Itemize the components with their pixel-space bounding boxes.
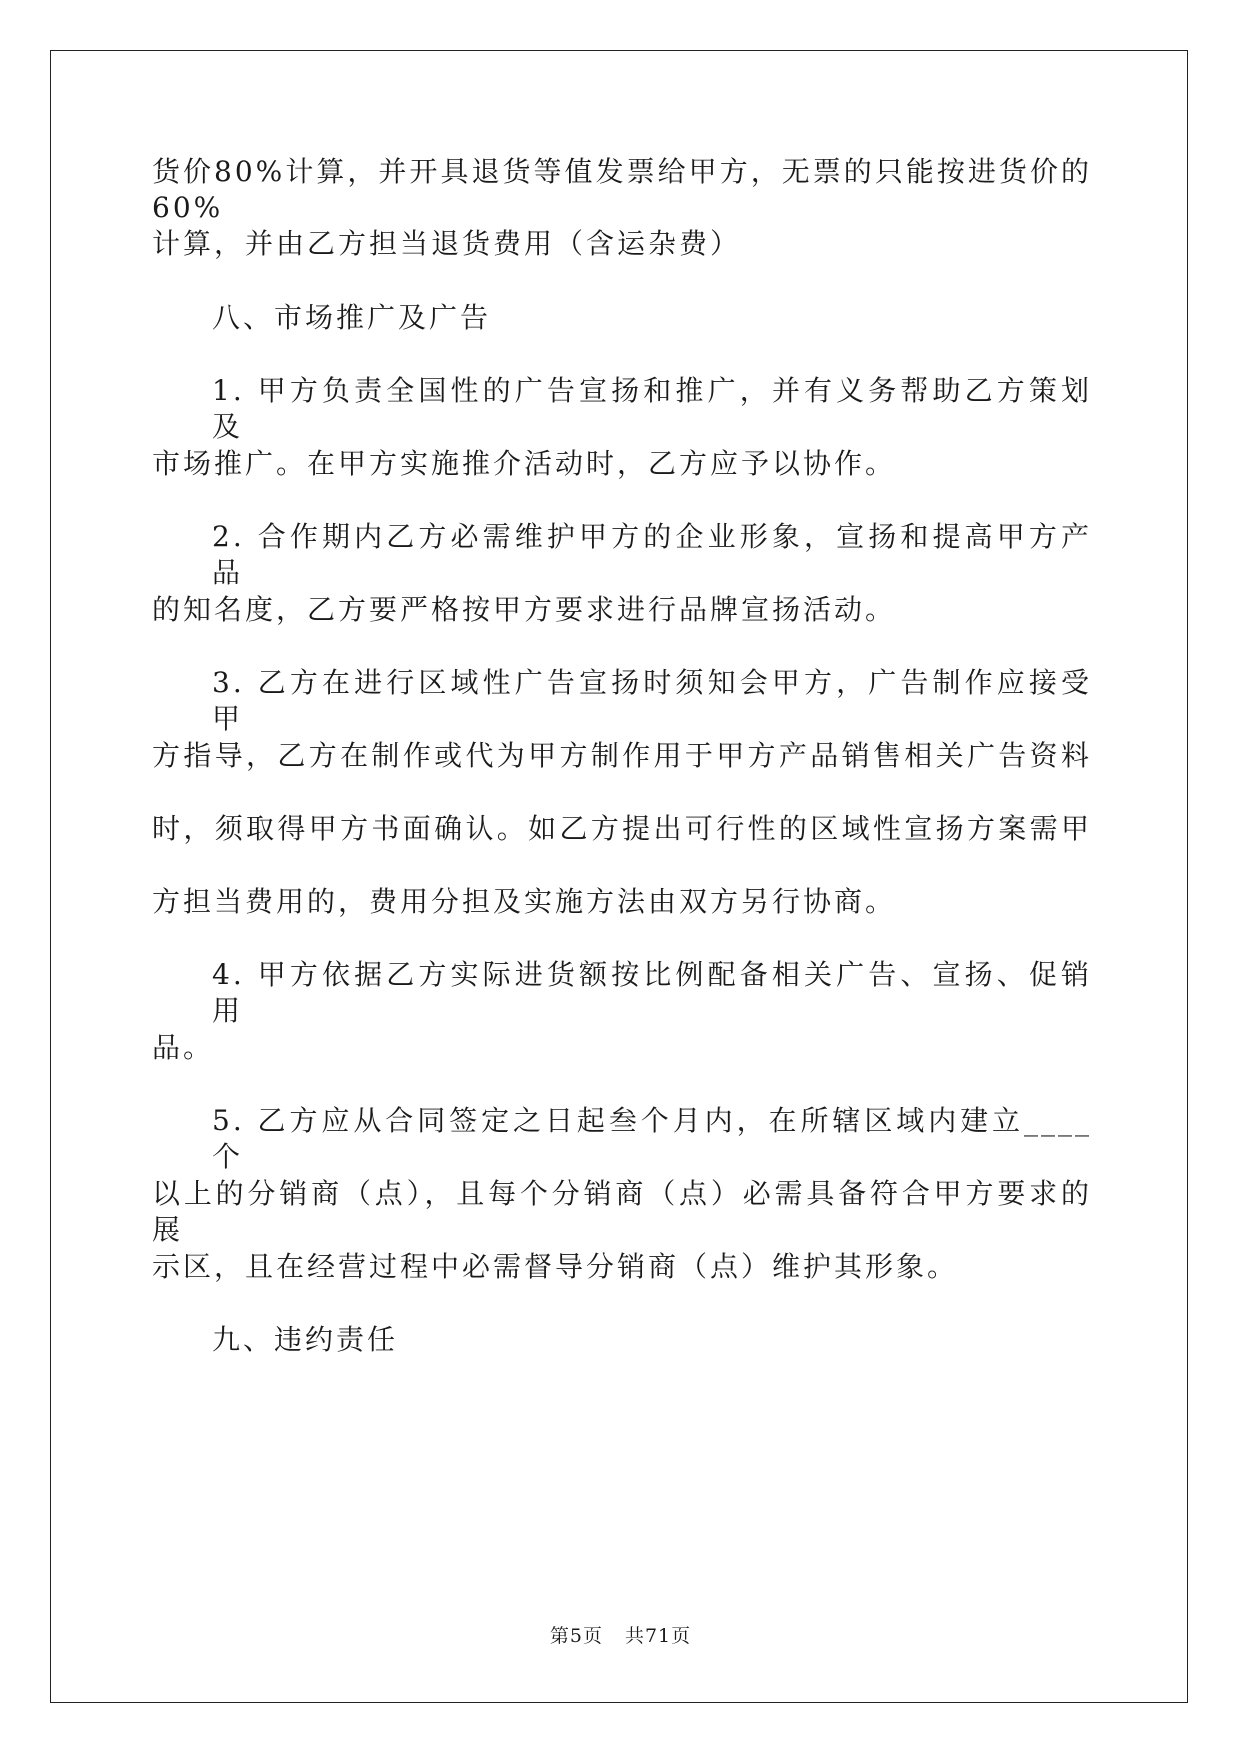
paragraph-line: 品。	[152, 1031, 215, 1064]
page-border	[50, 50, 1188, 1703]
paragraph-line: 3. 乙方在进行区域性广告宣扬时须知会甲方，广告制作应接受甲	[212, 666, 1092, 735]
paragraph-line: 4. 甲方依据乙方实际进货额按比例配备相关广告、宣扬、促销用	[212, 958, 1092, 1027]
section-heading: 八、市场推广及广告	[212, 301, 492, 334]
paragraph-line: 货价80%计算，并开具退货等值发票给甲方，无票的只能按进货价的60%	[152, 155, 1092, 224]
page-number: 第5页	[549, 1625, 603, 1647]
page-footer	[0, 1624, 1241, 1648]
paragraph-line: 的知名度，乙方要严格按甲方要求进行品牌宣扬活动。	[152, 593, 897, 626]
paragraph-line: 示区，且在经营过程中必需督导分销商（点）维护其形象。	[152, 1250, 959, 1283]
section-heading: 九、违约责任	[212, 1323, 399, 1356]
paragraph-line: 时，须取得甲方书面确认。如乙方提出可行性的区域性宣扬方案需甲	[152, 812, 1092, 845]
paragraph-line: 市场推广。在甲方实施推介活动时，乙方应予以协作。	[152, 447, 897, 480]
paragraph-line: 方指导，乙方在制作或代为甲方制作用于甲方产品销售相关广告资料	[152, 739, 1092, 772]
paragraph-line: 2. 合作期内乙方必需维护甲方的企业形象，宣扬和提高甲方产品	[212, 520, 1092, 589]
paragraph-line: 1. 甲方负责全国性的广告宣扬和推广，并有义务帮助乙方策划及	[212, 374, 1092, 443]
paragraph-line: 5. 乙方应从合同签定之日起叁个月内，在所辖区域内建立____个	[212, 1104, 1092, 1173]
paragraph-line: 计算，并由乙方担当退货费用（含运杂费）	[152, 227, 742, 260]
paragraph-line: 以上的分销商（点），且每个分销商（点）必需具备符合甲方要求的展	[152, 1177, 1092, 1246]
page-total: 共71页	[624, 1625, 692, 1647]
paragraph-line: 方担当费用的，费用分担及实施方法由双方另行协商。	[152, 885, 897, 918]
